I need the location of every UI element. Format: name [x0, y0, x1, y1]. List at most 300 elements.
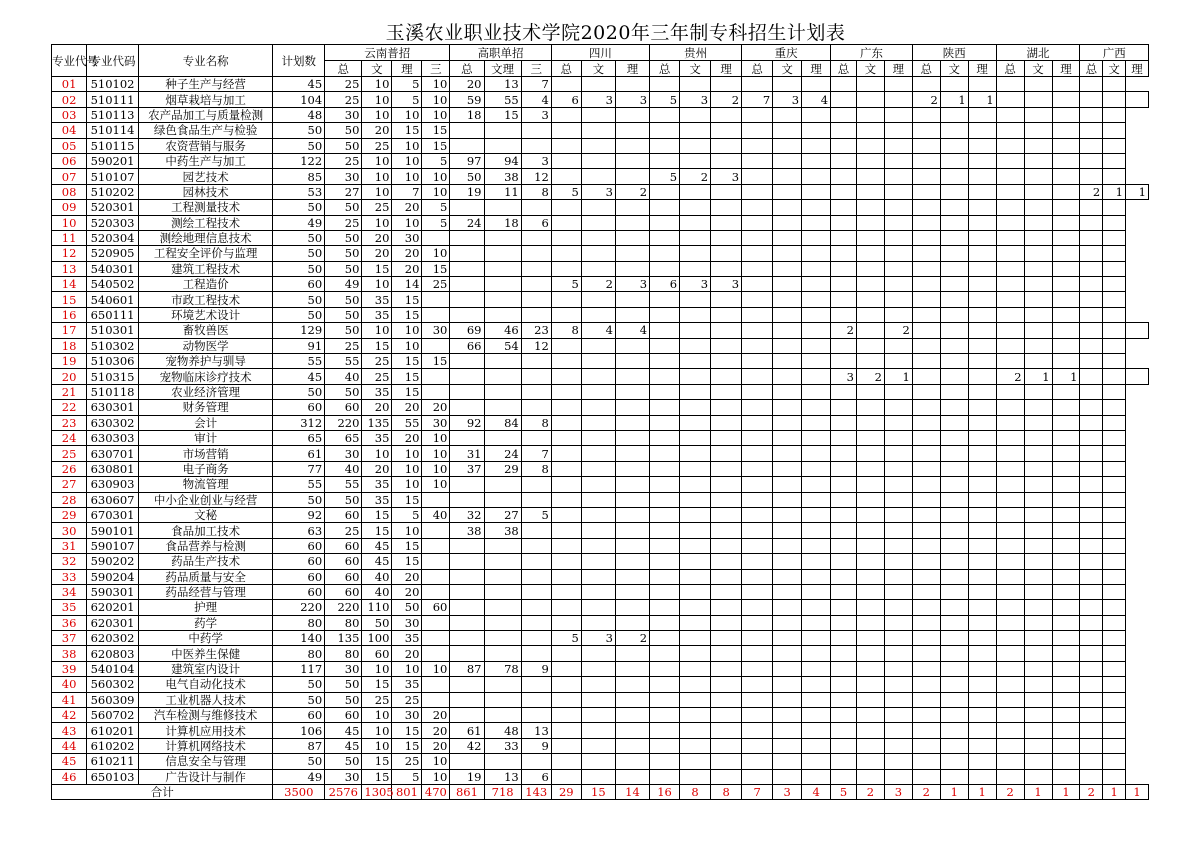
- quota-cell: [1103, 107, 1126, 122]
- quota-cell: [831, 661, 857, 676]
- quota-cell: [742, 631, 773, 646]
- major-code-cell: 630607: [87, 492, 139, 507]
- quota-cell: [912, 523, 940, 538]
- quota-cell: [773, 477, 802, 492]
- quota-cell: [968, 708, 996, 723]
- quota-cell: [940, 184, 968, 199]
- quota-cell: 2: [1080, 184, 1103, 199]
- major-code-cell: 630302: [87, 415, 139, 430]
- table-row: [52, 523, 1149, 538]
- quota-cell: [884, 292, 912, 307]
- major-no-cell: 19: [52, 354, 87, 369]
- quota-cell: [551, 292, 581, 307]
- quota-cell: [773, 338, 802, 353]
- quota-cell: [856, 507, 884, 522]
- quota-cell: 2: [581, 277, 615, 292]
- quota-cell: [484, 677, 521, 692]
- quota-cell: 1: [884, 369, 912, 384]
- quota-cell: [884, 584, 912, 599]
- table-row: [52, 323, 1149, 338]
- table-row: [52, 477, 1149, 492]
- quota-cell: 55: [273, 354, 325, 369]
- table-row: [52, 507, 1149, 522]
- quota-cell: [650, 230, 680, 245]
- quota-cell: [1052, 169, 1080, 184]
- quota-cell: 30: [392, 230, 422, 245]
- quota-cell: [615, 338, 649, 353]
- quota-cell: 3: [680, 277, 711, 292]
- quota-cell: [551, 738, 581, 753]
- quota-cell: [551, 554, 581, 569]
- quota-cell: [802, 708, 831, 723]
- quota-cell: [940, 446, 968, 461]
- quota-cell: [831, 754, 857, 769]
- quota-cell: [884, 646, 912, 661]
- quota-cell: 15: [362, 769, 392, 784]
- quota-cell: [968, 277, 996, 292]
- quota-cell: [680, 107, 711, 122]
- major-code-cell: 590301: [87, 584, 139, 599]
- quota-cell: [773, 138, 802, 153]
- quota-cell: 25: [362, 200, 392, 215]
- quota-cell: 60: [325, 400, 362, 415]
- header-sub-5-0: 总: [831, 61, 857, 77]
- quota-cell: [802, 307, 831, 322]
- quota-cell: 38: [484, 523, 521, 538]
- quota-cell: [680, 246, 711, 261]
- quota-cell: [1080, 523, 1103, 538]
- quota-cell: [802, 661, 831, 676]
- quota-cell: [615, 369, 649, 384]
- quota-cell: 10: [422, 184, 450, 199]
- quota-cell: 45: [325, 723, 362, 738]
- quota-cell: [802, 754, 831, 769]
- quota-cell: [711, 400, 742, 415]
- quota-cell: [581, 230, 615, 245]
- quota-cell: 55: [325, 477, 362, 492]
- table-row: [52, 338, 1149, 353]
- quota-cell: [615, 507, 649, 522]
- major-name-cell: 动物医学: [138, 338, 273, 353]
- quota-cell: [1024, 554, 1052, 569]
- quota-cell: [1052, 138, 1080, 153]
- total-cell: 470: [422, 784, 450, 799]
- quota-cell: 140: [273, 631, 325, 646]
- quota-cell: 77: [273, 461, 325, 476]
- quota-cell: 5: [422, 153, 450, 168]
- quota-cell: 25: [422, 277, 450, 292]
- quota-cell: [1080, 461, 1103, 476]
- quota-cell: 2: [615, 631, 649, 646]
- quota-cell: [711, 769, 742, 784]
- quota-cell: [802, 292, 831, 307]
- quota-cell: [1024, 415, 1052, 430]
- quota-cell: [856, 200, 884, 215]
- quota-cell: [484, 600, 521, 615]
- header-sub-3-1: 文: [680, 61, 711, 77]
- quota-cell: [615, 138, 649, 153]
- quota-cell: [884, 492, 912, 507]
- quota-cell: [940, 384, 968, 399]
- quota-cell: [742, 769, 773, 784]
- quota-cell: [551, 261, 581, 276]
- quota-cell: [773, 615, 802, 630]
- quota-cell: [1024, 200, 1052, 215]
- major-code-cell: 560702: [87, 708, 139, 723]
- table-row: [52, 123, 1149, 138]
- quota-cell: [711, 246, 742, 261]
- quota-cell: 3: [831, 369, 857, 384]
- quota-cell: 13: [484, 77, 521, 92]
- major-code-cell: 630801: [87, 461, 139, 476]
- quota-cell: [940, 477, 968, 492]
- table-row: [52, 646, 1149, 661]
- quota-cell: [802, 615, 831, 630]
- quota-cell: [773, 246, 802, 261]
- quota-cell: [581, 538, 615, 553]
- table-row: [52, 307, 1149, 322]
- quota-cell: [773, 354, 802, 369]
- quota-cell: [615, 615, 649, 630]
- quota-cell: [773, 384, 802, 399]
- quota-cell: [680, 661, 711, 676]
- quota-cell: [450, 384, 484, 399]
- quota-cell: [680, 261, 711, 276]
- quota-cell: 10: [362, 277, 392, 292]
- quota-cell: [802, 323, 831, 338]
- quota-cell: [968, 677, 996, 692]
- quota-cell: [650, 600, 680, 615]
- quota-cell: [551, 77, 581, 92]
- quota-cell: [884, 153, 912, 168]
- quota-cell: 10: [392, 461, 422, 476]
- quota-cell: [581, 461, 615, 476]
- quota-cell: [968, 661, 996, 676]
- table-row: [52, 723, 1149, 738]
- quota-cell: 15: [392, 723, 422, 738]
- quota-cell: 10: [422, 169, 450, 184]
- quota-cell: [773, 184, 802, 199]
- quota-cell: [912, 415, 940, 430]
- quota-cell: [912, 492, 940, 507]
- quota-cell: [912, 708, 940, 723]
- quota-cell: [884, 600, 912, 615]
- quota-cell: 15: [392, 384, 422, 399]
- quota-cell: [912, 631, 940, 646]
- quota-cell: [711, 554, 742, 569]
- quota-cell: [521, 600, 551, 615]
- quota-cell: 45: [273, 77, 325, 92]
- major-name-cell: 文秘: [138, 507, 273, 522]
- quota-cell: [802, 77, 831, 92]
- table-row: [52, 92, 1149, 107]
- quota-cell: [680, 307, 711, 322]
- quota-cell: 25: [392, 692, 422, 707]
- quota-cell: [940, 600, 968, 615]
- quota-cell: [484, 646, 521, 661]
- quota-cell: [968, 430, 996, 445]
- quota-cell: [940, 646, 968, 661]
- major-no-cell: 12: [52, 246, 87, 261]
- quota-cell: [912, 169, 940, 184]
- quota-cell: [581, 215, 615, 230]
- quota-cell: [650, 646, 680, 661]
- quota-cell: [742, 430, 773, 445]
- quota-cell: [422, 615, 450, 630]
- quota-cell: 220: [325, 415, 362, 430]
- quota-cell: 10: [392, 138, 422, 153]
- quota-cell: [711, 631, 742, 646]
- quota-cell: [968, 477, 996, 492]
- quota-cell: 10: [362, 107, 392, 122]
- quota-cell: 15: [392, 354, 422, 369]
- quota-cell: 4: [581, 323, 615, 338]
- quota-cell: [450, 246, 484, 261]
- quota-cell: [884, 661, 912, 676]
- quota-cell: [1080, 769, 1103, 784]
- quota-cell: [884, 692, 912, 707]
- quota-cell: [996, 400, 1024, 415]
- quota-cell: [802, 446, 831, 461]
- major-no-cell: 14: [52, 277, 87, 292]
- quota-cell: [1103, 369, 1126, 384]
- quota-cell: 50: [325, 492, 362, 507]
- quota-cell: [1080, 246, 1103, 261]
- quota-cell: 20: [392, 261, 422, 276]
- quota-cell: [581, 507, 615, 522]
- quota-cell: [996, 708, 1024, 723]
- quota-cell: [450, 677, 484, 692]
- quota-cell: [422, 292, 450, 307]
- header-major-name: 专业名称: [138, 45, 273, 77]
- quota-cell: [1052, 538, 1080, 553]
- quota-cell: [912, 554, 940, 569]
- quota-cell: [650, 246, 680, 261]
- major-code-cell: 620302: [87, 631, 139, 646]
- quota-cell: [856, 277, 884, 292]
- quota-cell: [856, 138, 884, 153]
- major-name-cell: 工程安全评价与监理: [138, 246, 273, 261]
- quota-cell: [1080, 569, 1103, 584]
- quota-cell: [615, 354, 649, 369]
- quota-cell: [711, 123, 742, 138]
- quota-cell: [773, 554, 802, 569]
- quota-cell: [521, 230, 551, 245]
- table-row: [52, 277, 1149, 292]
- quota-cell: [581, 554, 615, 569]
- quota-cell: 10: [392, 523, 422, 538]
- quota-cell: [856, 307, 884, 322]
- quota-cell: [680, 369, 711, 384]
- quota-cell: 19: [450, 769, 484, 784]
- quota-cell: [711, 430, 742, 445]
- table-row: [52, 769, 1149, 784]
- quota-cell: [551, 246, 581, 261]
- quota-cell: 32: [450, 507, 484, 522]
- quota-cell: [551, 477, 581, 492]
- quota-cell: 60: [325, 584, 362, 599]
- quota-cell: [1103, 277, 1126, 292]
- quota-cell: [1024, 477, 1052, 492]
- quota-cell: 60: [273, 554, 325, 569]
- quota-cell: [802, 646, 831, 661]
- quota-cell: [856, 692, 884, 707]
- quota-cell: [856, 723, 884, 738]
- quota-cell: 31: [450, 446, 484, 461]
- quota-cell: [856, 77, 884, 92]
- table-row: [52, 446, 1149, 461]
- quota-cell: [912, 184, 940, 199]
- quota-cell: [912, 615, 940, 630]
- header-sub-4-2: 理: [802, 61, 831, 77]
- quota-cell: [742, 461, 773, 476]
- quota-cell: [996, 123, 1024, 138]
- quota-cell: [773, 692, 802, 707]
- quota-cell: [650, 507, 680, 522]
- quota-cell: [831, 507, 857, 522]
- quota-cell: [615, 646, 649, 661]
- quota-cell: [615, 661, 649, 676]
- quota-cell: [484, 492, 521, 507]
- quota-cell: 10: [422, 477, 450, 492]
- quota-cell: [711, 446, 742, 461]
- quota-cell: 50: [325, 292, 362, 307]
- major-no-cell: 40: [52, 677, 87, 692]
- quota-cell: 50: [325, 692, 362, 707]
- quota-cell: 220: [273, 600, 325, 615]
- quota-cell: 3: [711, 169, 742, 184]
- quota-cell: 55: [392, 415, 422, 430]
- quota-cell: [711, 569, 742, 584]
- quota-cell: [802, 215, 831, 230]
- quota-cell: [802, 507, 831, 522]
- quota-cell: [831, 277, 857, 292]
- quota-cell: [1052, 554, 1080, 569]
- quota-cell: 10: [362, 723, 392, 738]
- quota-cell: [802, 477, 831, 492]
- quota-cell: [680, 338, 711, 353]
- quota-cell: [422, 338, 450, 353]
- quota-cell: [742, 107, 773, 122]
- quota-cell: [484, 477, 521, 492]
- quota-cell: [680, 692, 711, 707]
- quota-cell: [1103, 723, 1126, 738]
- quota-cell: 30: [325, 769, 362, 784]
- quota-cell: [521, 615, 551, 630]
- quota-cell: 10: [362, 153, 392, 168]
- quota-cell: [581, 677, 615, 692]
- quota-cell: [773, 754, 802, 769]
- quota-cell: [742, 338, 773, 353]
- quota-cell: [1052, 507, 1080, 522]
- quota-cell: [581, 708, 615, 723]
- quota-cell: [680, 646, 711, 661]
- quota-cell: [773, 569, 802, 584]
- quota-cell: [484, 754, 521, 769]
- quota-cell: [680, 354, 711, 369]
- quota-cell: [1024, 215, 1052, 230]
- table-row: [52, 738, 1149, 753]
- quota-cell: 5: [392, 769, 422, 784]
- quota-cell: 42: [450, 738, 484, 753]
- major-no-cell: 17: [52, 323, 87, 338]
- quota-cell: [968, 600, 996, 615]
- quota-cell: [551, 600, 581, 615]
- quota-cell: [450, 492, 484, 507]
- quota-cell: [831, 123, 857, 138]
- quota-cell: [650, 138, 680, 153]
- quota-cell: [912, 569, 940, 584]
- quota-cell: [884, 338, 912, 353]
- quota-cell: [450, 708, 484, 723]
- quota-cell: [1103, 677, 1126, 692]
- quota-cell: [650, 415, 680, 430]
- quota-cell: [742, 354, 773, 369]
- quota-cell: [711, 415, 742, 430]
- table-row: [52, 677, 1149, 692]
- quota-cell: [1103, 354, 1126, 369]
- quota-cell: 50: [362, 615, 392, 630]
- quota-cell: [742, 615, 773, 630]
- quota-cell: 4: [615, 323, 649, 338]
- quota-cell: 7: [521, 446, 551, 461]
- quota-cell: [940, 723, 968, 738]
- quota-cell: [940, 631, 968, 646]
- quota-cell: 220: [325, 600, 362, 615]
- quota-cell: [1024, 400, 1052, 415]
- quota-cell: [831, 738, 857, 753]
- quota-cell: 9: [521, 738, 551, 753]
- quota-cell: [831, 461, 857, 476]
- quota-cell: [551, 584, 581, 599]
- header-sub-0-1: 文: [362, 61, 392, 77]
- quota-cell: [484, 138, 521, 153]
- major-name-cell: 测绘工程技术: [138, 215, 273, 230]
- major-code-cell: 510111: [87, 92, 139, 107]
- quota-cell: [742, 369, 773, 384]
- quota-cell: 23: [521, 323, 551, 338]
- quota-cell: [551, 446, 581, 461]
- quota-cell: [996, 184, 1024, 199]
- quota-cell: [742, 708, 773, 723]
- quota-cell: 20: [422, 400, 450, 415]
- quota-cell: [615, 230, 649, 245]
- quota-cell: [831, 261, 857, 276]
- major-name-cell: 计算机应用技术: [138, 723, 273, 738]
- quota-cell: [996, 307, 1024, 322]
- quota-cell: [884, 723, 912, 738]
- quota-cell: [856, 292, 884, 307]
- quota-cell: [773, 523, 802, 538]
- quota-cell: [1024, 754, 1052, 769]
- quota-cell: [912, 430, 940, 445]
- major-name-cell: 会计: [138, 415, 273, 430]
- quota-cell: 14: [392, 277, 422, 292]
- quota-cell: 10: [422, 754, 450, 769]
- quota-cell: [650, 107, 680, 122]
- quota-cell: [711, 461, 742, 476]
- quota-cell: 5: [392, 77, 422, 92]
- major-no-cell: 18: [52, 338, 87, 353]
- header-group-2: 四川: [551, 45, 649, 61]
- quota-cell: 80: [273, 615, 325, 630]
- total-cell: 4: [802, 784, 831, 799]
- quota-cell: 5: [551, 277, 581, 292]
- quota-cell: [884, 738, 912, 753]
- quota-cell: [1052, 184, 1080, 199]
- major-code-cell: 630903: [87, 477, 139, 492]
- quota-cell: [912, 646, 940, 661]
